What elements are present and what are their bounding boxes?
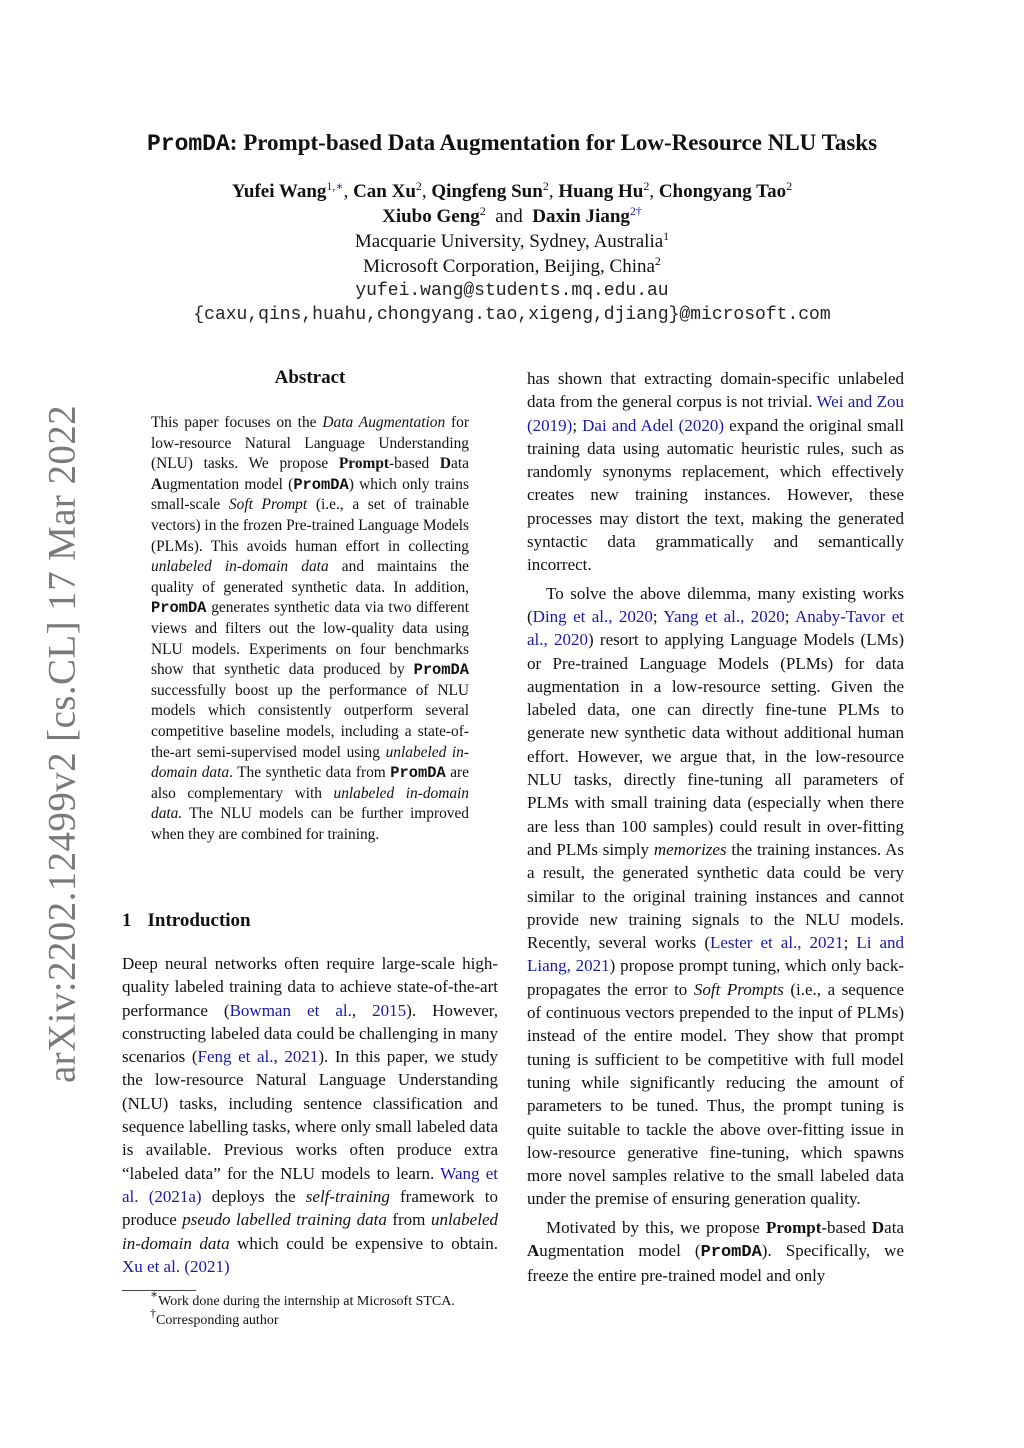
author-name: Yufei Wang: [231, 181, 327, 202]
citation-link[interactable]: Feng et al.: [197, 1047, 274, 1067]
right-paragraph-1: has shown that extracting domain-specific unlabeled data from the general corpus is not trivial. Wei and Zou (2019); Dai and Adel (2020) expand the original small training data using automatic heuristic rules, such as randomly synonyms replacement, which effectively creates new training instances. However, these processes may distort the text, making the generated syntactic data grammatically and semantically incorrect.: [527, 369, 904, 575]
author-name: Can Xu: [353, 181, 416, 202]
citation-link[interactable]: Yang et al., 2020: [663, 606, 785, 626]
citation-link[interactable]: (2021a): [148, 1186, 202, 1206]
citation-link[interactable]: Wang et al.: [122, 1163, 499, 1206]
affiliation-text: Microsoft Corporation, Beijing, China: [363, 256, 655, 277]
author-affiliation-mark: 1,∗: [326, 179, 344, 193]
footnote-mark: ∗: [150, 1287, 159, 1301]
affiliation-mark: 1: [663, 229, 670, 243]
paper-title: [0, 130, 1024, 157]
title-system-name: PromDA: [146, 131, 230, 157]
section-heading-introduction: [122, 910, 251, 932]
author-name: Daxin Jiang: [532, 206, 630, 227]
abstract-body: This paper focuses on the Data Augmentation for low-resource Natural Language Understanding (NLU) tasks. We propose Prompt-based Data Augmentation model (PromDA) which only trains small-scale Soft Prompt (i.e., a set of trainable vectors) in the frozen Pre-trained Language Models (PLMs). This avoids human effort in collecting unlabeled in-domain data and maintains the quality of generated synthetic data. In addition, PromDA generates synthetic data via two different views and filters out the low-quality data using NLU models. Experiments on four benchmarks show that synthetic data produced by PromDA successfully boost up the performance of NLU models which consistently outperform several competitive baseline models, including a state-of-the-art semi-supervised model using unlabeled in-domain data. The synthetic data from PromDA are also complementary with unlabeled in-domain data. The NLU models can be further improved when they are combined for training.: [151, 414, 470, 843]
citation-link[interactable]: (2021): [184, 1256, 230, 1276]
author-affiliation-mark: 2†: [629, 204, 642, 218]
footnote-mark: †: [150, 1306, 156, 1320]
citation-link[interactable]: Dai and Adel: [582, 415, 674, 435]
author-affiliation-mark: 2: [415, 179, 422, 193]
affiliation-1: [0, 231, 1024, 253]
author-affiliation-mark: 2: [542, 179, 549, 193]
affiliation-mark: 2: [654, 254, 661, 268]
author-affiliation-mark: 2: [479, 204, 486, 218]
author-name: Qingfeng Sun: [431, 181, 543, 202]
introduction-paragraph: Deep neural networks often require large-scale high-quality labeled training data to achieve state-of-the-art performance (Bowman et al., 2015). However, constructing labeled data could be challenging in many scenarios (Feng et al., 2021). In this paper, we study the low-resource Natural Language Understanding (NLU) tasks, including sentence classification and sequence labelling tasks, where only small labeled data is available. Previous works often produce extra “labeled data” for the NLU models to learn. Wang et al. (2021a) deploys the self-training framework to produce pseudo labelled training data from unlabeled in-domain data which could be expensive to obtain. Xu et al. (2021): [122, 954, 499, 1276]
arxiv-identifier: arXiv:2202.12499v2 [cs.CL] 17 Mar 2022: [40, 404, 84, 1084]
citation-link[interactable]: Ding et al., 2020: [532, 606, 653, 626]
citation-link[interactable]: 2021: [284, 1047, 319, 1067]
citation-link[interactable]: Bowman et al.: [229, 1000, 352, 1020]
email-1: yufei.wang@students.mq.edu.au: [355, 281, 669, 301]
author-affiliation-mark: 2: [643, 179, 650, 193]
author-name: Xiubo Geng: [382, 206, 480, 227]
author-conjunction: and: [495, 206, 523, 227]
affiliation-2: [0, 256, 1024, 278]
author-name: Chongyang Tao: [658, 181, 787, 202]
citation-link[interactable]: Wei and Zou: [816, 392, 904, 412]
section-title: Introduction: [147, 910, 251, 931]
email-2: {caxu,qins,huahu,chongyang.tao,xigeng,djiang}@microsoft.com: [193, 305, 831, 325]
right-paragraph-3: Motivated by this, we propose Prompt-based Data Augmentation model (PromDA). Specifically, we freeze the entire pre-trained model and only: [527, 1217, 904, 1286]
right-paragraph-2: To solve the above dilemma, many existing works (Ding et al., 2020; Yang et al., 2020; Anaby-Tavor et al., 2020) resort to applying Language Models (LMs) or Pre-trained Language Models (PLMs) for data augmentation in a low-resource setting. Given the labeled data, one can directly fine-tune PLMs to generate new synthetic data without additional human effort. However, we argue that, in the low-resource NLU tasks, directly fine-tuning all parameters of PLMs with small training data (especially when there are less than 100 samples) could result in over-fitting and PLMs simply memorizes the training instances. As a result, the generated synthetic data could be very similar to the original training instances and cannot provide new training signals to the NLU models. Recently, several works (Lester et al., 2021; Li and Liang, 2021) propose prompt tuning, which only back-propagates the error to Soft Prompts (i.e., a sequence of continuous vectors prepended to the input of PLMs) instead of the entire model. They show that prompt tuning is sufficient to be competitive with full model tuning while significantly reducing the amount of parameters to be tuned. Thus, the prompt tuning is quite suitable to tackle the above over-fitting issue in low-resource generative fine-tuning, which spawns more novel samples relative to the small labeled data under the premise of ensuring generation quality.: [527, 583, 905, 1209]
author-line-1: Yufei Wang$^{1,∗}$, Can Xu$^2$, Qingfeng Sun$^2$, Huang Hu$^2$, Chongyang Tao$^2$: [231, 179, 793, 202]
author-affiliation-mark: 2: [786, 179, 793, 193]
author-line-2: [0, 206, 1024, 228]
citation-link[interactable]: Li and Liang, 2021: [527, 933, 904, 976]
abstract-heading: Abstract: [274, 367, 346, 388]
citation-link[interactable]: Lester et al., 2021: [709, 933, 844, 953]
section-number: 1: [122, 910, 132, 931]
citation-link[interactable]: (2019): [527, 415, 573, 435]
footnote-text: Work done during the internship at Microsoft STCA.: [158, 1294, 455, 1309]
right-column: [527, 367, 904, 1288]
affiliation-text: Macquarie University, Sydney, Australia: [354, 231, 664, 252]
citation-link[interactable]: Anaby-Tavor et al., 2020: [527, 606, 905, 650]
citation-link[interactable]: (2020): [678, 415, 724, 435]
citation-link[interactable]: 2015: [372, 1000, 407, 1020]
title-text: : Prompt-based Data Augmentation for Low-Resource NLU Tasks: [229, 130, 878, 155]
footnote-text: Corresponding author: [156, 1313, 279, 1328]
footnote-rule: [122, 1290, 196, 1291]
footnote-2: [150, 1306, 279, 1329]
citation-link[interactable]: Xu et al.: [122, 1256, 181, 1276]
author-name: Huang Hu: [558, 181, 644, 202]
footnote-1: [150, 1287, 455, 1310]
